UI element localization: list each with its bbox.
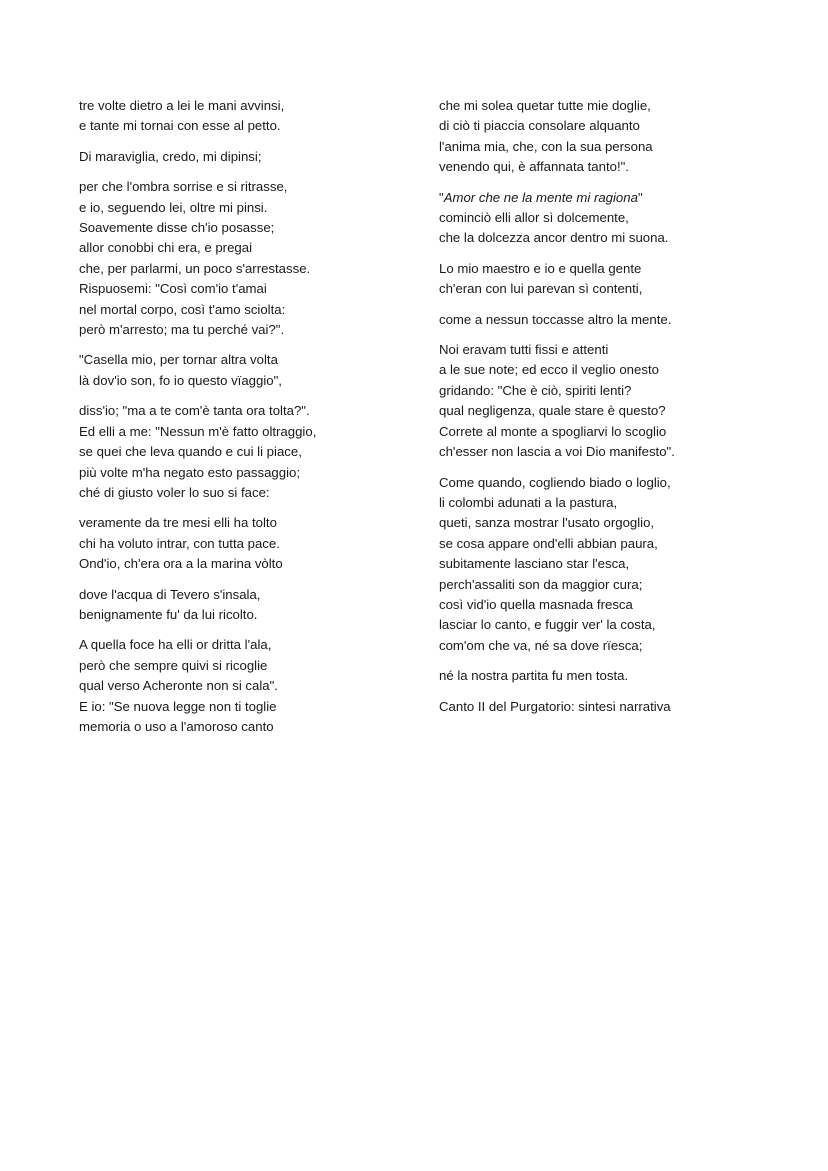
verse-line: se quei che leva quando e cui li piace, <box>79 444 302 460</box>
verse-line: lasciar lo canto, e fuggir ver' la costa, <box>439 617 656 633</box>
verse-line: che mi solea quetar tutte mie doglie, <box>439 98 651 113</box>
stanza <box>79 513 409 574</box>
verse-line: nel mortal corpo, così t'amo sciolta: <box>79 301 286 317</box>
verse-line: diss'io; "ma a te com'è tanta ora tolta?". <box>79 403 310 419</box>
verse-line: E io: "Se nuova legge non ti toglie <box>79 698 277 714</box>
verse-line: "Casella mio, per tornar altra volta <box>79 352 278 368</box>
stanza <box>79 635 409 737</box>
verse-line: e io, seguendo lei, oltre mi pinsi. <box>79 199 268 215</box>
verse-line: e tante mi tornai con esse al petto. <box>79 118 281 134</box>
verse-line: ch'eran con lui parevan sì contenti, <box>439 281 643 297</box>
verse-line: perch'assaliti son da maggior cura; <box>439 576 643 592</box>
stanza <box>439 473 769 657</box>
verse-line: qual negligenza, quale stare è questo? <box>439 403 666 419</box>
verse-line: Ed elli a me: "Nessun m'è fatto oltraggio, <box>79 423 317 439</box>
stanza <box>439 96 769 178</box>
left-text-column <box>79 96 409 747</box>
verse-line: veramente da tre mesi elli ha tolto <box>79 515 277 531</box>
verse-line: memoria o uso a l'amoroso canto <box>79 718 274 734</box>
verse-line: per che l'ombra sorrise e si ritrasse, <box>79 179 288 195</box>
verse-line: però che sempre quivi si ricoglie <box>79 657 268 673</box>
verse-line: Di maraviglia, credo, mi dipinsi; <box>79 148 262 164</box>
verse-line: Lo mio maestro e io e quella gente <box>439 260 642 276</box>
verse-line: né la nostra partita fu men tosta. <box>439 668 629 684</box>
stanza <box>79 350 409 391</box>
verse-line: Ond'io, ch'era ora a la marina vòlto <box>79 556 283 572</box>
verse-line: Correte al monte a spogliarvi lo scoglio <box>439 423 667 439</box>
verse-line: se cosa appare ond'elli abbian paura, <box>439 535 658 551</box>
verse-line: cominciò elli allor sì dolcemente, <box>439 210 629 226</box>
verse-line: dove l'acqua di Tevero s'insala, <box>79 586 261 602</box>
stanza <box>439 188 769 249</box>
verse-line: Canto II del Purgatorio: sintesi narrativa <box>439 698 671 714</box>
stanza <box>79 177 409 340</box>
verse-line: Soavemente disse ch'io posasse; <box>79 220 275 236</box>
verse-line: subitamente lasciano star l'esca, <box>439 556 630 572</box>
verse-line: come a nessun toccasse altro la mente. <box>439 311 672 327</box>
verse-line: Noi eravam tutti fissi e attenti <box>439 342 609 358</box>
verse-line: allor conobbi chi era, e pregai <box>79 240 253 256</box>
verse-line: A quella foce ha elli or dritta l'ala, <box>79 637 272 653</box>
verse-line: queti, sanza mostrar l'usato orgoglio, <box>439 515 655 531</box>
stanza <box>439 666 769 686</box>
stanza <box>439 697 769 717</box>
stanza <box>79 585 409 626</box>
verse-line: Come quando, cogliendo biado o loglio, <box>439 474 671 490</box>
right-text-column <box>439 96 769 727</box>
stanza <box>79 96 409 137</box>
verse-line: benignamente fu' da lui ricolto. <box>79 606 258 622</box>
verse-line: tre volte dietro a lei le mani avvinsi, <box>79 98 285 113</box>
verse-line: li colombi adunati a la pastura, <box>439 494 618 510</box>
verse-line: ch'esser non lascia a voi Dio manifesto". <box>439 444 675 460</box>
verse-line: così vid'io quella masnada fresca <box>439 596 633 612</box>
verse-line: ché di giusto voler lo suo si face: <box>79 484 270 500</box>
verse-line: più volte m'ha negato esto passaggio; <box>79 464 300 480</box>
stanza <box>79 401 409 503</box>
stanza <box>79 147 409 167</box>
verse-line: l'anima mia, che, con la sua persona <box>439 138 653 154</box>
verse-line: "Amor che ne la mente mi ragiona" <box>439 189 643 205</box>
verse-line: a le sue note; ed ecco il veglio onesto <box>439 362 659 378</box>
verse-line: Rispuosemi: "Così com'io t'amai <box>79 281 267 297</box>
verse-line: com'om che va, né sa dove rïesca; <box>439 637 643 653</box>
stanza <box>439 310 769 330</box>
stanza <box>439 340 769 462</box>
stanza <box>439 259 769 300</box>
verse-line: là dov'io son, fo io questo vïaggio", <box>79 372 282 388</box>
verse-line: qual verso Acheronte non si cala". <box>79 678 278 694</box>
verse-line: gridando: "Che è ciò, spiriti lenti? <box>439 382 632 398</box>
verse-line: chi ha voluto intrar, con tutta pace. <box>79 535 280 551</box>
verse-line: però m'arresto; ma tu perché vai?". <box>79 322 285 338</box>
verse-line: che, per parlarmi, un poco s'arrestasse. <box>79 260 311 276</box>
verse-line: di ciò ti piaccia consolare alquanto <box>439 118 640 134</box>
verse-line: venendo qui, è affannata tanto!". <box>439 159 629 175</box>
verse-line: che la dolcezza ancor dentro mi suona. <box>439 230 669 246</box>
